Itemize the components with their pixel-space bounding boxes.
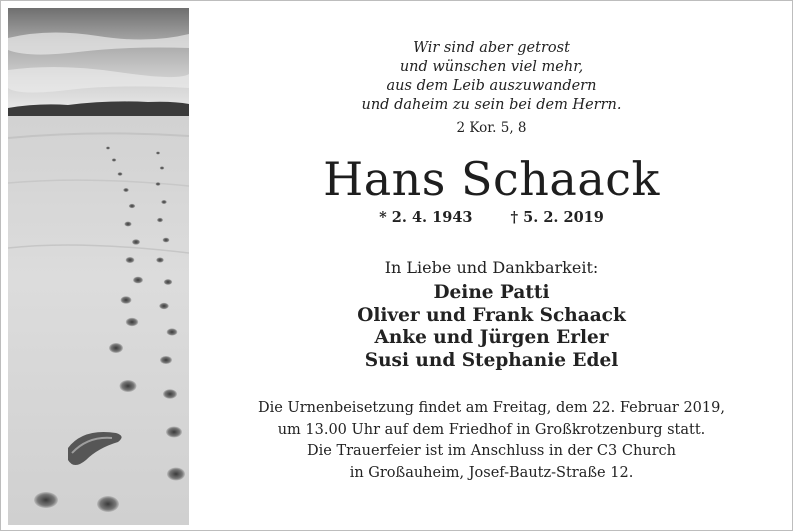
verse-reference: 2 Kor. 5, 8 <box>456 120 527 136</box>
funeral-notice <box>189 398 793 484</box>
mourner-name: Susi und Stephanie Edel <box>364 349 619 371</box>
verse-line: aus dem Leib auszuwandern <box>386 78 597 94</box>
notice-line: Die Trauerfeier ist im Anschluss in der C3 Church <box>306 443 677 459</box>
thanks-intro: In Liebe und Dankbarkeit: <box>384 258 599 277</box>
obituary-text <box>189 1 793 532</box>
verse-line: Wir sind aber getrost <box>413 40 570 56</box>
mourner-name: Oliver und Frank Schaack <box>357 304 626 326</box>
life-dates <box>189 209 793 226</box>
deceased-name: Hans Schaack <box>323 152 660 206</box>
footprints-in-sand-photo <box>8 8 189 525</box>
death-date: † 5. 2. 2019 <box>510 209 604 226</box>
notice-line: um 13.00 Uhr auf dem Friedhof in Großkrotzenburg statt. <box>277 421 706 438</box>
mourners-list <box>189 282 793 372</box>
birth-date: * 2. 4. 1943 <box>379 209 473 226</box>
bible-verse <box>189 39 793 115</box>
notice-line: in Großauheim, Josef-Bautz-Straße 12. <box>349 464 634 481</box>
mourner-name: Deine Patti <box>433 282 550 303</box>
notice-line: Die Urnenbeisetzung findet am Freitag, dem 22. Februar 2019, <box>258 400 725 416</box>
mourner-name: Anke und Jürgen Erler <box>374 327 609 348</box>
verse-line: und daheim zu sein bei dem Herrn. <box>361 97 622 113</box>
verse-line: und wünschen viel mehr, <box>399 59 584 75</box>
